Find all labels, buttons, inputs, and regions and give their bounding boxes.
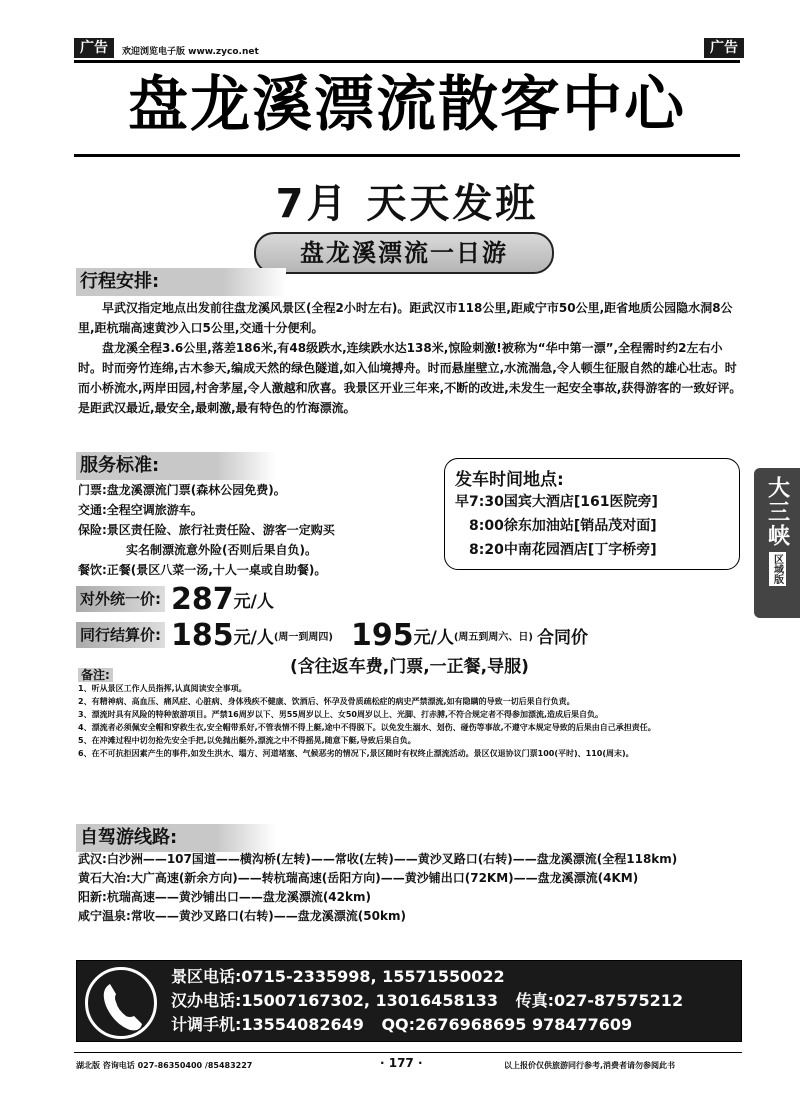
route-item xyxy=(78,850,742,869)
route-path: 白沙洲——107国道——横沟桥(左转)——常收(左转)——黄沙叉路口(右转)——盘龙溪漂流(全程118km) xyxy=(106,852,678,866)
route-item xyxy=(78,869,742,888)
note-item: 5、在冲滩过程中切勿抢先安全手把,以免抛出艇外,漂流之中不得摇晃,随意下艇,导致后果自负。 xyxy=(78,736,416,745)
weekend-price-note: (周五到周六、日) xyxy=(453,631,533,643)
self-drive-routes xyxy=(78,850,742,926)
side-tab-title: 大三峡 xyxy=(764,476,790,548)
route-path: 杭瑞高速——黄沙铺出口——盘龙溪漂流(42km) xyxy=(106,890,371,904)
service-insurance: 保险:景区责任险、旅行社责任险、游客一定购买 xyxy=(78,523,335,537)
route-origin: 武汉: xyxy=(78,852,107,866)
itinerary-paragraph: 早武汉指定地点出发前往盘龙溪风景区(全程2小时左右)。距武汉市118公里,距咸宁市50公里,距省地质公园隐水洞8公里,距杭瑞高速黄沙入口5公里,交通十分便利。 xyxy=(78,301,733,335)
ad-tag-right: 广告 xyxy=(704,38,744,58)
note-item: 1、听从景区工作人员指挥,认真阅读安全事项。 xyxy=(78,684,247,693)
notes-heading: 备注: xyxy=(78,668,113,682)
title-rule xyxy=(74,154,740,157)
notes-heading-wrap xyxy=(78,664,113,683)
route-origin: 阳新: xyxy=(78,890,107,904)
mobile-row xyxy=(171,1013,737,1037)
note-item: 3、漂流时具有风险的特种旅游项目。严禁16周岁以下、男55周岁以上、女50周岁以上、光脚、打赤膊,不符合规定者不得参加漂流,造成后果自负。 xyxy=(78,710,604,719)
mobile-value: 13554082649 xyxy=(241,1015,364,1034)
service-heading: 服务标准: xyxy=(76,452,276,480)
office-phone-row xyxy=(171,989,737,1013)
mobile-label: 计调手机: xyxy=(171,1015,242,1034)
note-item: 6、在不可抗拒因素产生的事件,如发生洪水、塌方、河道堵塞、气候恶劣的情况下,景区随时有权终止漂流活动。景区仅退协议门票100(平时)、110(周末)。 xyxy=(78,749,634,758)
service-insurance-cont: 实名制漂流意外险(否则后果自负)。 xyxy=(126,543,317,557)
phone-icon xyxy=(85,967,157,1039)
schedule-subtitle: 7月 天天发班 xyxy=(275,181,539,227)
price-includes: (含往返车费,门票,一正餐,导服) xyxy=(290,657,529,677)
site-url-text: 欢迎浏览电子版 www.zyco.net xyxy=(122,47,259,57)
main-title: 盘龙溪漂流散客中心 xyxy=(128,70,686,140)
notes-list xyxy=(78,682,742,760)
footer-right: 以上报价仅供旅游同行参考,消费者请勿参阅此书 xyxy=(504,1061,676,1070)
departure-time-1: 早7:30国宾大酒店[161医院旁] xyxy=(455,494,658,510)
note-item: 4、漂流者必须佩安全帽和穿救生衣,安全帽带系好,不管表情不得上艇,途中不得脱下。以免发生溺水、划伤、碰伤等事故,不遵守本规定导致的后果由自己承担责任。 xyxy=(78,723,656,732)
itinerary-body xyxy=(78,298,742,418)
peer-price-row xyxy=(76,618,740,652)
side-region-tab xyxy=(754,468,800,618)
tour-name-banner: 盘龙溪漂流一日游 xyxy=(254,232,554,274)
route-path: 常收——黄沙叉路口(右转)——盘龙溪漂流(50km) xyxy=(130,909,406,923)
footer-rule xyxy=(74,1052,742,1053)
contact-lines xyxy=(171,965,737,1037)
weekend-price-unit: 元/人 xyxy=(413,627,454,648)
fax-label: 传真: xyxy=(515,991,554,1010)
public-price-label: 对外统一价: xyxy=(76,586,165,612)
note-item: 2、有精神病、高血压、痛风症、心脏病、身体残疾不健康、饮酒后、怀孕及骨质疏松症的病史严禁漂流,如有隐瞒的导致一切后果自行负责。 xyxy=(78,697,575,706)
public-price-value: 287 xyxy=(171,581,234,617)
public-price-unit: 元/人 xyxy=(233,591,274,612)
route-origin: 黄石大冶: xyxy=(78,871,131,885)
contract-price-note: 合同价 xyxy=(536,627,588,648)
public-price-row xyxy=(76,582,740,616)
departure-time-3: 8:20中南花园酒店[丁字桥旁] xyxy=(469,542,657,558)
fax-value: 027-87575212 xyxy=(553,991,684,1010)
footer-left: 湖北版 咨询电话 027-86350400 /85483227 xyxy=(76,1061,253,1070)
service-ticket: 门票:盘龙溪漂流门票(森林公园免费)。 xyxy=(78,483,286,497)
departure-box xyxy=(444,458,740,570)
departure-time-2: 8:00徐东加油站[销品茂对面] xyxy=(469,518,657,534)
scenic-phone-value: 0715-2335998, 15571550022 xyxy=(241,967,505,986)
peer-price-label: 同行结算价: xyxy=(76,622,165,648)
office-phone-value: 15007167302, 13016458133 xyxy=(241,991,498,1010)
route-item xyxy=(78,888,742,907)
departure-title: 发车时间地点: xyxy=(455,470,564,490)
itinerary-heading: 行程安排: xyxy=(76,268,286,296)
itinerary-paragraph: 盘龙溪全程3.6公里,落差186米,有48级跌水,连续跌水达138米,惊险刺激!被称为“华中第一漂”,全程需时约2左右小时。时而旁竹连绵,古木参天,编成天然的绿色隧道,如入仙境搏舟。时而悬崖壁立,水流湍急,令人顿生征服自然的雄心壮志。时而小桥流水,两岸田园,村舍茅屋,令人激越和欣喜。我景区开业三年来,不断的改进,未发生一起安全事故,获得游客的一致好评。是距武汉最近,最安全,最刺激,最有特色的竹海漂流。 xyxy=(78,341,742,415)
self-drive-heading: 自驾游线路: xyxy=(76,824,276,852)
weekend-price-value: 195 xyxy=(350,617,414,653)
weekday-price-note: (周一到周四) xyxy=(273,631,333,643)
office-phone-label: 汉办电话: xyxy=(171,991,242,1010)
route-origin: 咸宁温泉: xyxy=(78,909,131,923)
route-item xyxy=(78,907,742,926)
qq-label: QQ: xyxy=(381,1015,416,1034)
weekday-price-value: 185 xyxy=(171,617,234,653)
weekday-price-unit: 元/人 xyxy=(233,627,274,648)
page-number: · 177 · xyxy=(380,1056,423,1070)
qq-value: 2676968695 978477609 xyxy=(415,1015,633,1034)
service-transport: 交通:全程空调旅游车。 xyxy=(78,503,203,517)
scenic-phone-label: 景区电话: xyxy=(171,967,242,986)
scenic-phone-row xyxy=(171,965,737,989)
side-tab-subtitle: 区域版 xyxy=(769,552,786,586)
contact-bar xyxy=(76,960,742,1042)
service-meal: 餐饮:正餐(景区八菜一汤,十人一桌或自助餐)。 xyxy=(78,563,327,577)
ad-tag-left: 广告 xyxy=(74,38,114,58)
service-list xyxy=(78,480,438,580)
route-path: 大广高速(新余方向)——转杭瑞高速(岳阳方向)——黄沙铺出口(72KM)——盘龙溪漂流(4KM) xyxy=(130,871,639,885)
